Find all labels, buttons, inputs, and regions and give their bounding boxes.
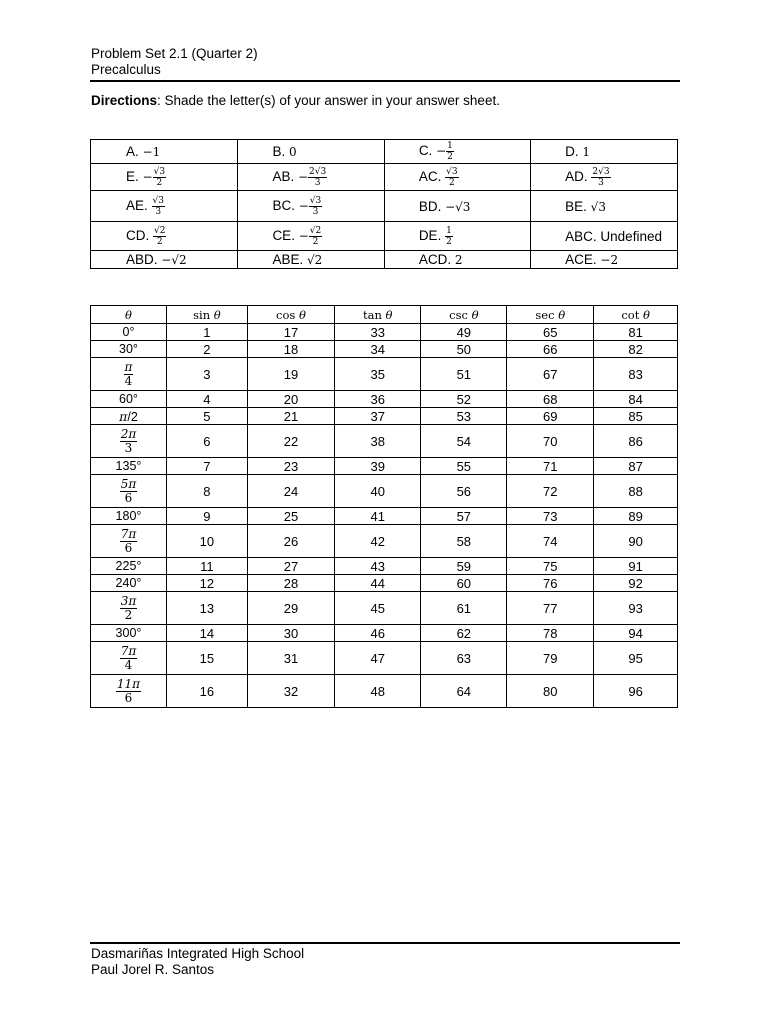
item-number-cell: 64 (421, 675, 507, 708)
item-number-cell: 48 (335, 675, 421, 708)
item-number-cell: 27 (247, 558, 334, 575)
answer-choices-table (90, 139, 678, 269)
choice-cell: ACD. 2 (384, 251, 530, 269)
item-number-cell: 46 (335, 625, 421, 642)
table-row (91, 625, 678, 642)
table-row (91, 425, 678, 458)
item-number-cell: 13 (166, 592, 247, 625)
table-row (91, 475, 678, 508)
item-number-cell: 86 (594, 425, 678, 458)
item-number-cell: 43 (335, 558, 421, 575)
choice-cell: AD. $\frac{2√3}{3}$ (531, 164, 678, 191)
item-number-cell: 61 (421, 592, 507, 625)
item-number-cell: 39 (335, 458, 421, 475)
item-number-cell: 23 (247, 458, 334, 475)
item-number-cell: 34 (335, 341, 421, 358)
angle-cell: 240° (91, 575, 167, 592)
table-row (91, 558, 678, 575)
item-number-cell: 35 (335, 358, 421, 391)
angle-cell: $\frac{2\pi}{3}$ (91, 425, 167, 458)
item-number-cell: 87 (594, 458, 678, 475)
choice-cell: D. 1 (531, 140, 678, 164)
item-number-cell: 33 (335, 324, 421, 341)
item-number-cell: 14 (166, 625, 247, 642)
choice-cell: ABD. −√2 (91, 251, 238, 269)
item-number-cell: 69 (507, 408, 594, 425)
table-row (91, 592, 678, 625)
choice-cell: AB. − $\frac{2√3}{3}$ (238, 164, 384, 191)
choice-cell: B. 0 (238, 140, 384, 164)
item-number-cell: 56 (421, 475, 507, 508)
item-number-cell: 96 (594, 675, 678, 708)
angle-cell: 300° (91, 625, 167, 642)
column-header: sin θ (166, 306, 247, 324)
angle-cell: 135° (91, 458, 167, 475)
item-number-cell: 16 (166, 675, 247, 708)
angle-cell: 225° (91, 558, 167, 575)
column-header: tan θ (335, 306, 421, 324)
item-number-cell: 95 (594, 642, 678, 675)
item-number-cell: 83 (594, 358, 678, 391)
choice-cell: A. −1 (91, 140, 238, 164)
item-number-cell: 70 (507, 425, 594, 458)
item-number-cell: 47 (335, 642, 421, 675)
item-number-cell: 12 (166, 575, 247, 592)
document-footer (91, 946, 304, 978)
angle-cell: 180° (91, 508, 167, 525)
table-row (91, 358, 678, 391)
item-number-cell: 9 (166, 508, 247, 525)
item-number-cell: 38 (335, 425, 421, 458)
item-number-cell: 76 (507, 575, 594, 592)
item-number-cell: 52 (421, 391, 507, 408)
choice-cell: ABC. Undefined (531, 222, 678, 251)
column-header: cot θ (594, 306, 678, 324)
item-number-cell: 36 (335, 391, 421, 408)
choice-cell: CE. − $\frac{√2}{2}$ (238, 222, 384, 251)
table-row (91, 408, 678, 425)
choice-cell: E. − $\frac{√3}{2}$ (91, 164, 238, 191)
item-number-cell: 71 (507, 458, 594, 475)
angle-cell: $\frac{3\pi}{2}$ (91, 592, 167, 625)
item-number-cell: 40 (335, 475, 421, 508)
table-row (91, 508, 678, 525)
item-number-cell: 74 (507, 525, 594, 558)
item-number-cell: 66 (507, 341, 594, 358)
item-number-cell: 90 (594, 525, 678, 558)
item-number-cell: 37 (335, 408, 421, 425)
item-number-cell: 91 (594, 558, 678, 575)
column-header: sec θ (507, 306, 594, 324)
item-number-cell: 24 (247, 475, 334, 508)
item-number-cell: 72 (507, 475, 594, 508)
item-number-cell: 15 (166, 642, 247, 675)
problem-set-title: Problem Set 2.1 (Quarter 2) (91, 46, 258, 61)
item-number-cell: 18 (247, 341, 334, 358)
item-number-cell: 45 (335, 592, 421, 625)
table-row (91, 675, 678, 708)
column-header: cos θ (247, 306, 334, 324)
item-number-cell: 84 (594, 391, 678, 408)
item-number-cell: 5 (166, 408, 247, 425)
item-number-cell: 82 (594, 341, 678, 358)
item-number-cell: 30 (247, 625, 334, 642)
item-number-cell: 92 (594, 575, 678, 592)
item-number-cell: 68 (507, 391, 594, 408)
column-header: csc θ (421, 306, 507, 324)
item-number-cell: 63 (421, 642, 507, 675)
choice-cell: ABE. √2 (238, 251, 384, 269)
item-number-cell: 73 (507, 508, 594, 525)
angle-cell: π/2 (91, 408, 167, 425)
item-number-cell: 26 (247, 525, 334, 558)
item-number-cell: 1 (166, 324, 247, 341)
school-name: Dasmariñas Integrated High School (91, 946, 305, 961)
item-number-cell: 25 (247, 508, 334, 525)
item-number-cell: 41 (335, 508, 421, 525)
choice-cell: C. − $\frac{1}{2}$ (384, 140, 530, 164)
angle-cell: 60° (91, 391, 167, 408)
item-number-cell: 79 (507, 642, 594, 675)
directions (91, 93, 500, 108)
angle-cell: $\frac{7\pi}{6}$ (91, 525, 167, 558)
item-number-cell: 81 (594, 324, 678, 341)
angle-cell: 30° (91, 341, 167, 358)
item-number-cell: 31 (247, 642, 334, 675)
angle-cell: 0° (91, 324, 167, 341)
item-number-cell: 93 (594, 592, 678, 625)
item-number-cell: 17 (247, 324, 334, 341)
table-row (91, 391, 678, 408)
item-number-cell: 57 (421, 508, 507, 525)
item-number-cell: 80 (507, 675, 594, 708)
item-number-cell: 22 (247, 425, 334, 458)
item-number-cell: 4 (166, 391, 247, 408)
choice-cell: BC. − $\frac{√3}{3}$ (238, 191, 384, 222)
item-number-cell: 77 (507, 592, 594, 625)
angle-cell: $\frac{5\pi}{6}$ (91, 475, 167, 508)
item-number-cell: 19 (247, 358, 334, 391)
choice-cell: ACE. −2 (531, 251, 678, 269)
directions-label: Directions (91, 93, 158, 108)
item-number-cell: 20 (247, 391, 334, 408)
item-number-cell: 67 (507, 358, 594, 391)
item-number-cell: 29 (247, 592, 334, 625)
table-row (91, 525, 678, 558)
header-rule (90, 80, 680, 82)
table-row (91, 458, 678, 475)
item-number-cell: 49 (421, 324, 507, 341)
table-row (91, 341, 678, 358)
choice-cell: BD. −√3 (384, 191, 530, 222)
item-number-cell: 54 (421, 425, 507, 458)
choice-cell: AC. $\frac{√3}{2}$ (384, 164, 530, 191)
item-number-cell: 50 (421, 341, 507, 358)
item-number-cell: 78 (507, 625, 594, 642)
choice-cell: BE. √3 (531, 191, 678, 222)
item-number-cell: 60 (421, 575, 507, 592)
item-number-cell: 6 (166, 425, 247, 458)
item-number-cell: 44 (335, 575, 421, 592)
item-number-cell: 55 (421, 458, 507, 475)
item-number-cell: 7 (166, 458, 247, 475)
item-number-cell: 8 (166, 475, 247, 508)
item-number-cell: 65 (507, 324, 594, 341)
item-number-cell: 10 (166, 525, 247, 558)
item-number-cell: 59 (421, 558, 507, 575)
document-header (91, 46, 258, 78)
angle-cell: $\frac{7\pi}{4}$ (91, 642, 167, 675)
table-row (91, 324, 678, 341)
trig-values-table (90, 305, 678, 708)
choice-cell: DE. $\frac{1}{2}$ (384, 222, 530, 251)
table-row (91, 575, 678, 592)
subject-title: Precalculus (91, 62, 161, 77)
choice-cell: CD. $\frac{√2}{2}$ (91, 222, 238, 251)
item-number-cell: 89 (594, 508, 678, 525)
item-number-cell: 3 (166, 358, 247, 391)
item-number-cell: 88 (594, 475, 678, 508)
item-number-cell: 28 (247, 575, 334, 592)
choice-cell: AE. $\frac{√3}{3}$ (91, 191, 238, 222)
angle-cell: $\frac{11\pi}{6}$ (91, 675, 167, 708)
column-header: θ (91, 306, 167, 324)
item-number-cell: 51 (421, 358, 507, 391)
item-number-cell: 58 (421, 525, 507, 558)
item-number-cell: 53 (421, 408, 507, 425)
table-row (91, 642, 678, 675)
item-number-cell: 42 (335, 525, 421, 558)
item-number-cell: 94 (594, 625, 678, 642)
item-number-cell: 85 (594, 408, 678, 425)
item-number-cell: 21 (247, 408, 334, 425)
author-name: Paul Jorel R. Santos (91, 962, 215, 977)
item-number-cell: 2 (166, 341, 247, 358)
item-number-cell: 11 (166, 558, 247, 575)
directions-text: : Shade the letter(s) of your answer in your answer sheet. (157, 93, 500, 108)
angle-cell: $\frac{\pi}{4}$ (91, 358, 167, 391)
footer-rule (90, 942, 680, 944)
item-number-cell: 32 (247, 675, 334, 708)
item-number-cell: 62 (421, 625, 507, 642)
item-number-cell: 75 (507, 558, 594, 575)
